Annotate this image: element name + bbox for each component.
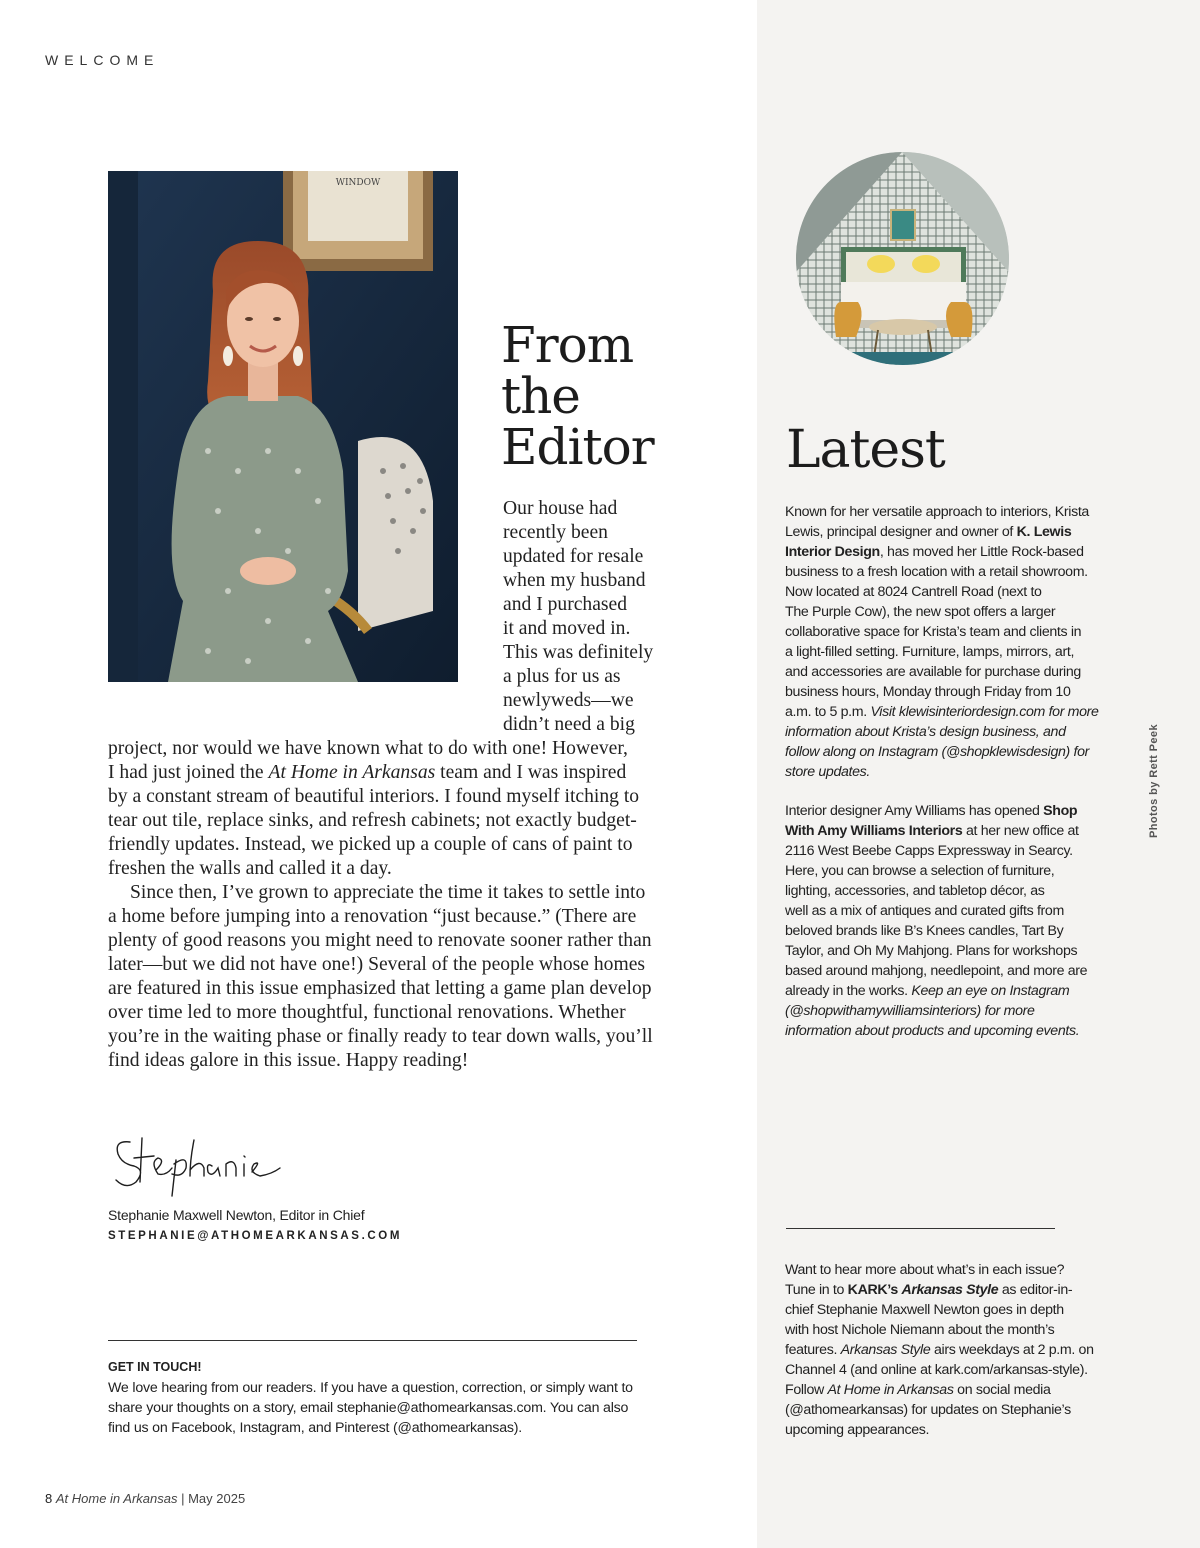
text-run: later—but we did not have one!) Several of the people whose homes bbox=[108, 954, 646, 975]
text-run: Tune in to bbox=[785, 1282, 848, 1298]
text-line bbox=[785, 1280, 1130, 1300]
text-line bbox=[785, 1360, 1130, 1380]
text-line bbox=[785, 702, 1130, 722]
text-run: you’re in the waiting phase or finally ready to tear down walls, you’ll bbox=[108, 1026, 653, 1047]
letter-line: recently been bbox=[503, 522, 608, 543]
text-run: by a constant stream of beautiful interiors. I found myself itching to bbox=[108, 786, 640, 807]
get-in-touch-body bbox=[108, 1378, 708, 1438]
text-run: and accessories are available for purchase during bbox=[785, 664, 1081, 680]
text-line bbox=[785, 941, 1130, 961]
text-run: with host Nichole Niemann about the month’s bbox=[785, 1322, 1055, 1338]
text-line bbox=[108, 953, 708, 977]
text-line bbox=[108, 737, 708, 761]
text-line bbox=[785, 841, 1130, 861]
text-line bbox=[108, 881, 708, 905]
text-line bbox=[785, 901, 1130, 921]
text-run: tear out tile, replace sinks, and refresh cabinets; not exactly budget- bbox=[108, 810, 637, 831]
text-run: well as a mix of antiques and curated gifts from bbox=[785, 903, 1064, 919]
text-line bbox=[785, 762, 1130, 782]
text-line bbox=[785, 921, 1130, 941]
latest-paragraph-kark bbox=[785, 1260, 1130, 1440]
letter-line: it and moved in. bbox=[503, 618, 631, 639]
text-run: airs weekdays at 2 p.m. on bbox=[930, 1342, 1094, 1358]
text-run: store updates. bbox=[785, 764, 871, 780]
editor-letter-narrow-column bbox=[503, 497, 703, 737]
text-line bbox=[785, 1380, 1130, 1400]
latest-paragraph-klewis bbox=[785, 502, 1130, 782]
text-line bbox=[785, 1021, 1130, 1041]
latest-heading: Latest bbox=[786, 420, 945, 480]
text-run: Keep an eye on Instagram bbox=[911, 983, 1070, 999]
text-run: Arkansas Style bbox=[901, 1282, 999, 1298]
text-line bbox=[785, 662, 1130, 682]
text-line bbox=[785, 1001, 1130, 1021]
text-run: a home before jumping into a renovation “just because.” (There are bbox=[108, 906, 637, 927]
letter-line: didn’t need a big bbox=[503, 714, 635, 735]
text-run: Want to hear more about what’s in each issue? bbox=[785, 1262, 1065, 1278]
text-line bbox=[785, 1320, 1130, 1340]
text-run: information about products and upcoming events. bbox=[785, 1023, 1080, 1039]
get-in-touch-line: find us on Facebook, Instagram, and Pinterest (@athomearkansas). bbox=[108, 1420, 523, 1436]
text-line bbox=[785, 542, 1130, 562]
heading-line: Editor bbox=[501, 418, 654, 476]
text-run: team and I was inspired bbox=[435, 762, 627, 783]
svg-text:WINDOW: WINDOW bbox=[335, 178, 381, 188]
get-in-touch-line: We love hearing from our readers. If you have a question, correction, or simply want to bbox=[108, 1380, 633, 1396]
text-line bbox=[108, 1049, 708, 1073]
text-line bbox=[785, 1260, 1130, 1280]
divider-rule bbox=[108, 1340, 637, 1341]
text-run: K. Lewis bbox=[1016, 524, 1072, 540]
text-run: , has moved her Little Rock-based bbox=[879, 544, 1084, 560]
text-line bbox=[785, 642, 1130, 662]
text-run: plenty of good reasons you might need to renovate sooner rather than bbox=[108, 930, 652, 951]
text-run: on social media bbox=[953, 1382, 1051, 1398]
text-line bbox=[108, 1001, 708, 1025]
folio-publication: At Home in Arkansas bbox=[55, 1491, 178, 1506]
text-line bbox=[785, 1420, 1130, 1440]
text-run: Arkansas Style bbox=[840, 1342, 931, 1358]
text-run: over time led to more thoughtful, functional renovations. Whether bbox=[108, 1002, 626, 1023]
text-run: friendly updates. Instead, we picked up a couple of cans of paint to bbox=[108, 834, 633, 855]
divider-rule bbox=[786, 1228, 1055, 1229]
text-run: upcoming appearances. bbox=[785, 1422, 930, 1438]
signature-image bbox=[112, 1130, 312, 1200]
text-run: beloved brands like B’s Knees candles, Tart By bbox=[785, 923, 1064, 939]
text-run: Interior designer Amy Williams has opened bbox=[785, 803, 1044, 819]
letter-line: a plus for us as bbox=[503, 666, 621, 687]
text-line bbox=[785, 582, 1130, 602]
text-run: Channel 4 (and online at kark.com/arkansas-style). bbox=[785, 1362, 1088, 1378]
text-run: follow along on Instagram (@shopklewisdesign) for bbox=[785, 744, 1090, 760]
section-label: WELCOME bbox=[45, 52, 160, 68]
editor-portrait-illustration bbox=[108, 171, 458, 682]
text-line bbox=[108, 857, 708, 881]
text-run: Follow bbox=[785, 1382, 828, 1398]
heading-line: the bbox=[501, 367, 580, 425]
text-run: Taylor, and Oh My Mahjong. Plans for workshops bbox=[785, 943, 1078, 959]
text-run: business hours, Monday through Friday from 10 bbox=[785, 684, 1071, 700]
photo-credit: Photos by Rett Peek bbox=[1148, 724, 1160, 838]
editor-portrait-photo bbox=[108, 171, 458, 682]
text-line bbox=[108, 761, 708, 785]
text-line bbox=[785, 801, 1130, 821]
text-run: collaborative space for Krista’s team and clients in bbox=[785, 624, 1082, 640]
text-line bbox=[785, 1300, 1130, 1320]
letter-line: and I purchased bbox=[503, 594, 628, 615]
letter-line: newlyweds—we bbox=[503, 690, 634, 711]
bedroom-illustration bbox=[796, 152, 1009, 365]
heading-line: From bbox=[501, 316, 634, 374]
editor-credit: Stephanie Maxwell Newton, Editor in Chief bbox=[108, 1207, 365, 1223]
text-run: find ideas galore in this issue. Happy reading! bbox=[108, 1050, 469, 1071]
text-run: I had just joined the bbox=[108, 762, 269, 783]
text-run: The Purple Cow), the new spot offers a larger bbox=[785, 604, 1056, 620]
text-run: (@shopwithamywilliamsinteriors) for more bbox=[785, 1003, 1035, 1019]
editor-letter-wide-column bbox=[108, 737, 708, 1073]
letter-line: This was definitely bbox=[503, 642, 654, 663]
letter-line: updated for resale bbox=[503, 546, 644, 567]
text-line bbox=[108, 785, 708, 809]
text-line bbox=[785, 861, 1130, 881]
bedroom-photo bbox=[796, 152, 1009, 365]
text-run: Visit klewisinteriordesign.com for more bbox=[870, 704, 1099, 720]
folio-separator: | bbox=[177, 1491, 189, 1506]
page-number: 8 bbox=[45, 1491, 53, 1506]
text-run: Shop bbox=[1043, 803, 1078, 819]
text-run: project, nor would we have known what to do with one! However, bbox=[108, 738, 628, 759]
text-run: Lewis, principal designer and owner of bbox=[785, 524, 1017, 540]
text-run: information about Krista’s design business, and bbox=[785, 724, 1066, 740]
text-line bbox=[785, 722, 1130, 742]
text-run: Since then, I’ve grown to appreciate the time it takes to settle into bbox=[130, 882, 646, 903]
text-line bbox=[785, 502, 1130, 522]
from-the-editor-heading bbox=[501, 316, 654, 476]
text-line bbox=[108, 833, 708, 857]
text-run: lighting, accessories, and tabletop décor, as bbox=[785, 883, 1045, 899]
text-line bbox=[108, 929, 708, 953]
text-line bbox=[785, 961, 1130, 981]
text-run: are featured in this issue emphasized that letting a game plan develop bbox=[108, 978, 652, 999]
text-run: (@athomearkansas) for updates on Stephanie’s bbox=[785, 1402, 1071, 1418]
text-run: already in the works. bbox=[785, 983, 912, 999]
text-run: freshen the walls and called it a day. bbox=[108, 858, 392, 879]
text-line bbox=[108, 905, 708, 929]
folio-issue: May 2025 bbox=[188, 1491, 246, 1506]
editor-email[interactable]: STEPHANIE@ATHOMEARKANSAS.COM bbox=[108, 1230, 403, 1242]
text-run: Known for her versatile approach to interiors, Krista bbox=[785, 504, 1089, 520]
text-line bbox=[108, 1025, 708, 1049]
text-run: a.m. to 5 p.m. bbox=[785, 704, 871, 720]
text-run: features. bbox=[785, 1342, 841, 1358]
text-run: chief Stephanie Maxwell Newton goes in depth bbox=[785, 1302, 1064, 1318]
page-folio bbox=[45, 1491, 245, 1506]
text-run: a light-filled setting. Furniture, lamps, mirrors, art, bbox=[785, 644, 1075, 660]
text-line bbox=[785, 562, 1130, 582]
text-line bbox=[785, 1400, 1130, 1420]
text-line bbox=[785, 682, 1130, 702]
text-run: Here, you can browse a selection of furniture, bbox=[785, 863, 1055, 879]
letter-line: Our house had bbox=[503, 498, 618, 519]
get-in-touch-heading: GET IN TOUCH! bbox=[108, 1360, 202, 1374]
text-run: as editor-in- bbox=[998, 1282, 1073, 1298]
text-run: based around mahjong, needlepoint, and more are bbox=[785, 963, 1088, 979]
text-run: at her new office at bbox=[962, 823, 1079, 839]
text-run: KARK’s bbox=[847, 1282, 902, 1298]
text-line bbox=[785, 981, 1130, 1001]
get-in-touch-line: share your thoughts on a story, email stephanie@athomearkansas.com. You can also bbox=[108, 1400, 629, 1416]
text-run: With Amy Williams Interiors bbox=[785, 823, 963, 839]
text-line bbox=[785, 881, 1130, 901]
text-line bbox=[108, 977, 708, 1001]
text-run: 2116 West Beebe Capps Expressway in Searcy. bbox=[785, 843, 1073, 859]
text-line bbox=[785, 602, 1130, 622]
text-run: At Home in Arkansas bbox=[268, 762, 436, 783]
text-run: business to a fresh location with a retail showroom. bbox=[785, 564, 1088, 580]
text-run: At Home in Arkansas bbox=[827, 1382, 954, 1398]
editor-signature bbox=[112, 1130, 312, 1205]
text-line bbox=[108, 809, 708, 833]
text-line bbox=[785, 821, 1130, 841]
text-run: Interior Design bbox=[785, 544, 880, 560]
text-line bbox=[785, 742, 1130, 762]
letter-line: when my husband bbox=[503, 570, 646, 591]
text-line bbox=[785, 622, 1130, 642]
text-run: Now located at 8024 Cantrell Road (next to bbox=[785, 584, 1042, 600]
latest-paragraph-amy-williams bbox=[785, 801, 1130, 1041]
text-line bbox=[785, 1340, 1130, 1360]
text-line bbox=[785, 522, 1130, 542]
